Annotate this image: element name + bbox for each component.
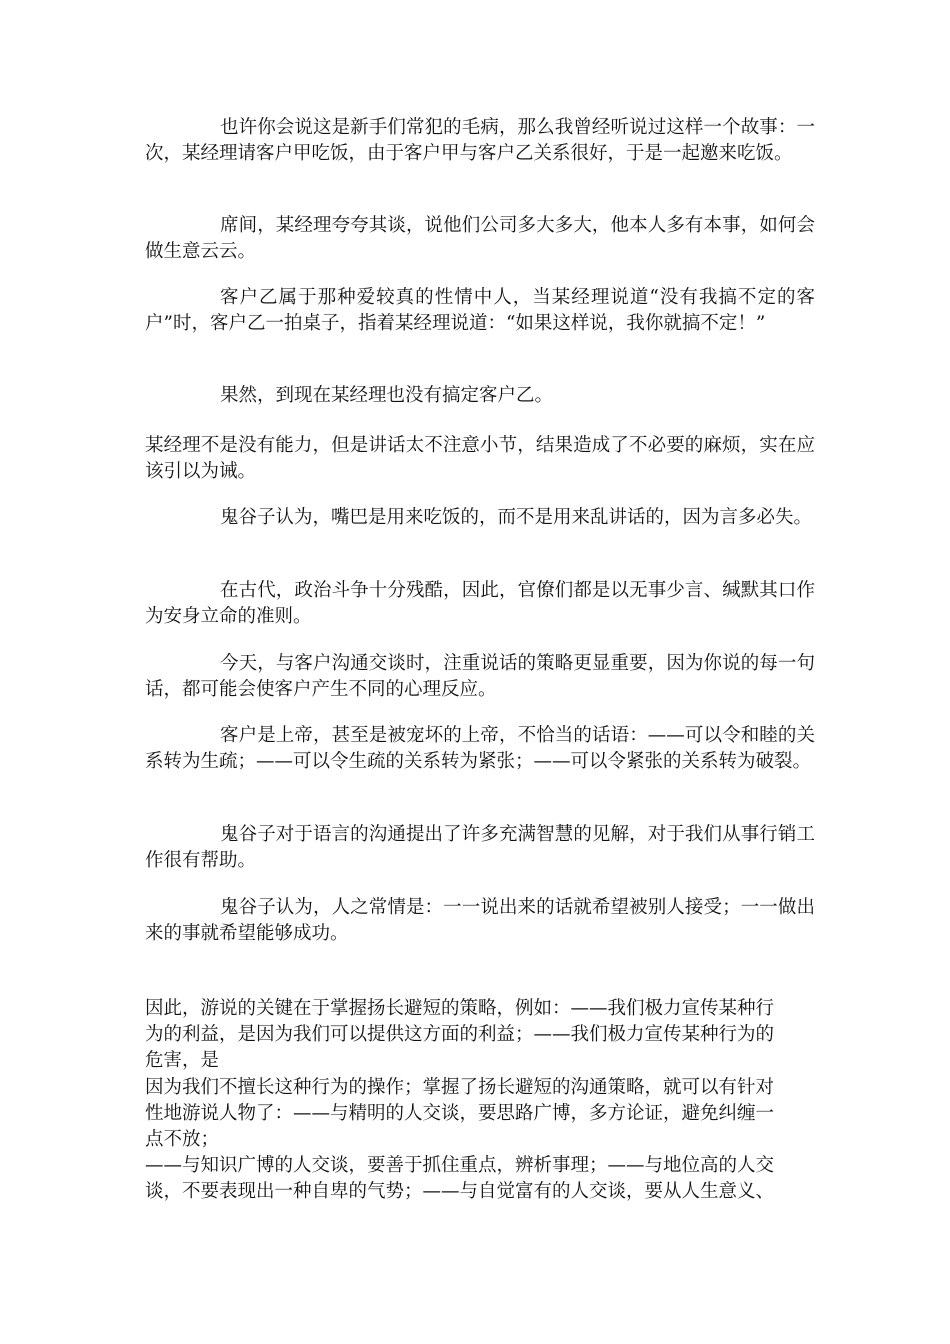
paragraph-guiguzi-mouth: 鬼谷子认为，嘴巴是用来吃饭的，而不是用来乱讲话的，因为言多必失。 — [220, 507, 813, 528]
final-line: 点不放； — [145, 1129, 220, 1150]
paragraph-guiguzi-language: 鬼谷子对于语言的沟通提出了许多充满智慧的见解，对于我们从事行销工作很有帮助。 — [145, 824, 815, 871]
paragraph-customer-god: 客户是上帝，甚至是被宠坏的上帝，不恰当的话语：——可以令和睦的关系转为生疏；——可以令生疏的关系转为紧张；——可以令紧张的关系转为破裂。 — [145, 725, 815, 772]
final-line: 谈，不要表现出一种自卑的气势；——与自觉富有的人交谈，要从人生意义、 — [145, 1181, 775, 1202]
paragraph-story-intro: 也许你会说这是新手们常犯的毛病，那么我曾经听说过这样一个故事：一次，某经理请客户甲吃饭，由于客户甲与客户乙关系很好，于是一起邀来吃饭。 — [145, 117, 815, 164]
paragraph-lesson: 某经理不是没有能力，但是讲话太不注意小节，结果造成了不必要的麻烦，实在应该引以为诫。 — [145, 435, 815, 482]
final-line: 性地游说人物了：——与精明的人交谈，要思路广博，多方论证，避免纠缠一 — [145, 1103, 775, 1124]
paragraph-client-b: 客户乙属于那种爱较真的性情中人，当某经理说道“没有我搞不定的客户”时，客户乙一拍桌子，指着某经理说道：“如果这样说，我你就搞不定！” — [145, 287, 815, 334]
final-line: 危害，是 — [145, 1050, 220, 1071]
paragraph-ancient-times: 在古代，政治斗争十分残酷，因此，官僚们都是以无事少言、缄默其口作为安身立命的准则。 — [145, 580, 815, 627]
final-line: 因为我们不擅长这种行为的操作；掌握了扬长避短的沟通策略，就可以有针对 — [145, 1077, 775, 1098]
final-line: ——与知识广博的人交谈，要善于抓住重点，辨析事理；——与地位高的人交 — [145, 1155, 775, 1176]
paragraph-banquet: 席间，某经理夸夸其谈，说他们公司多大多大，他本人多有本事，如何会做生意云云。 — [145, 215, 815, 262]
paragraph-human-nature: 鬼谷子认为，人之常情是：一一说出来的话就希望被别人接受；一一做出来的事就希望能够成功。 — [145, 897, 815, 944]
paragraph-today: 今天，与客户沟通交谈时，注重说话的策略更显重要，因为你说的每一句话，都可能会使客户产生不同的心理反应。 — [145, 653, 815, 700]
paragraph-result: 果然，到现在某经理也没有搞定客户乙。 — [220, 385, 554, 406]
final-line: 因此，游说的关键在于掌握扬长避短的策略，例如：——我们极力宣传某种行 — [145, 998, 775, 1019]
final-line: 为的利益，是因为我们可以提供这方面的利益；——我们极力宣传某种行为的 — [145, 1024, 775, 1045]
